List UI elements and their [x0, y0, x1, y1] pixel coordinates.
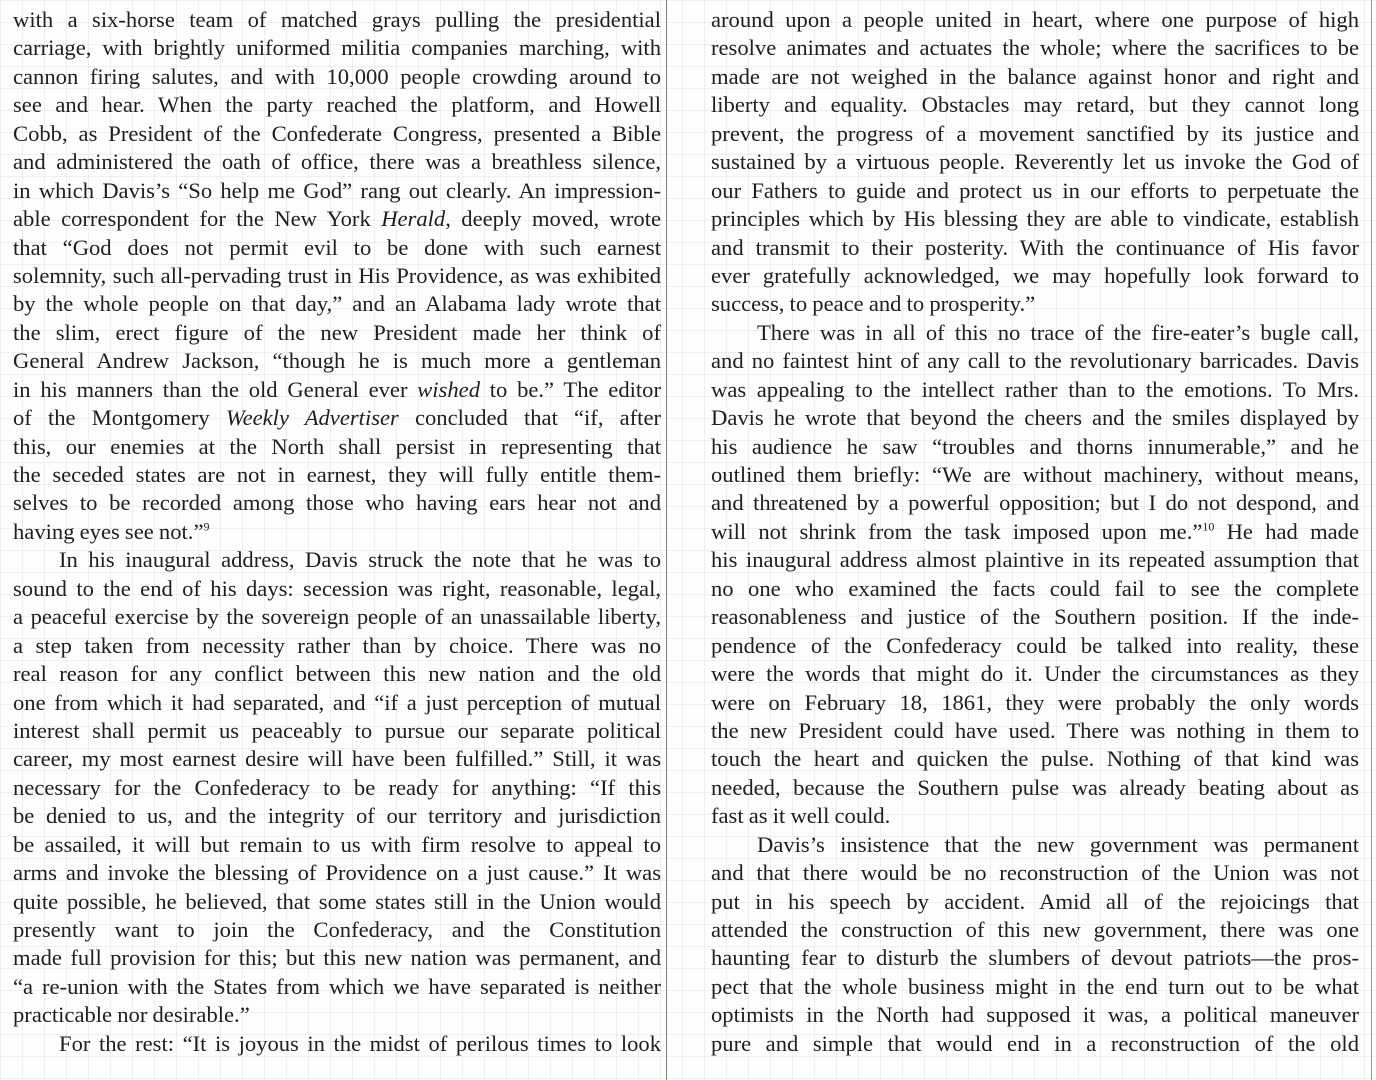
- text-fragment: prevent, the progress of a movement sanctified by its justice and: [711, 120, 1359, 146]
- text-line: [13, 603, 661, 631]
- text-fragment: arms and invoke the blessing of Providence on a just cause.” It was: [13, 860, 661, 886]
- text-line: [13, 1001, 661, 1029]
- text-line: [13, 63, 661, 91]
- text-fragment: For the rest: “It is joyous in the midst of perilous times to look: [59, 1030, 661, 1056]
- text-fragment: our Fathers to guide and protect us in our efforts to perpetuate the: [711, 177, 1359, 203]
- text-line: [13, 234, 661, 262]
- text-line: [13, 205, 661, 233]
- text-line: [13, 575, 661, 603]
- text-line: [711, 745, 1359, 773]
- text-fragment: made are not weighed in the balance against honor and right and: [711, 63, 1359, 89]
- text-line: [711, 319, 1359, 347]
- text-fragment: fast as it well could.: [711, 803, 891, 829]
- text-line: [13, 404, 661, 432]
- text-line: [13, 888, 661, 916]
- page-right-edge-line: [1371, 0, 1372, 1080]
- text-fragment: having eyes see not.”: [13, 518, 204, 544]
- text-fragment: He had made: [1214, 518, 1359, 544]
- text-line: [13, 120, 661, 148]
- text-line: [13, 290, 661, 318]
- italic-text: Herald: [381, 206, 446, 232]
- text-line: [13, 376, 661, 404]
- text-line: [13, 660, 661, 688]
- text-line: [711, 774, 1359, 802]
- text-fragment: see and hear. When the party reached the platform, and Howell: [13, 92, 661, 118]
- text-fragment: real reason for any conflict between this new nation and the old: [13, 661, 661, 687]
- text-line: [13, 973, 661, 1001]
- text-fragment: be denied to us, and the integrity of our territory and jurisdiction: [13, 803, 661, 829]
- text-line: [13, 262, 661, 290]
- text-fragment: his inaugural address almost plaintive in its repeated assumption that: [711, 547, 1359, 573]
- text-line: [711, 262, 1359, 290]
- text-line: [711, 148, 1359, 176]
- text-line: [711, 944, 1359, 972]
- text-fragment: reasonableness and justice of the Southern position. If the inde-: [711, 604, 1359, 630]
- text-line: [13, 34, 661, 62]
- text-line: [13, 717, 661, 745]
- text-fragment: pect that the whole business might in the end turn out to be what: [711, 973, 1359, 999]
- text-line: [711, 63, 1359, 91]
- text-line: [711, 205, 1359, 233]
- text-fragment: the slim, erect figure of the new President made her think of: [13, 319, 661, 345]
- text-line: [711, 632, 1359, 660]
- text-line: [13, 745, 661, 773]
- text-line: [711, 489, 1359, 517]
- text-line: [711, 802, 1359, 830]
- text-line: [13, 632, 661, 660]
- text-fragment: interest shall permit us peaceably to pursue our separate political: [13, 717, 661, 743]
- text-fragment: needed, because the Southern pulse was already beating about as: [711, 774, 1359, 800]
- text-fragment: by the whole people on that day,” and an Alabama lady wrote that: [13, 291, 661, 317]
- text-line: [711, 234, 1359, 262]
- text-fragment: and transmit to their posterity. With the continuance of His favor: [711, 234, 1359, 260]
- text-fragment: practicable nor desirable.”: [13, 1002, 250, 1028]
- text-fragment: was appealing to the intellect rather than to the emotions. To Mrs.: [711, 376, 1359, 402]
- text-line: [13, 461, 661, 489]
- text-fragment: General Andrew Jackson, “though he is much more a gentleman: [13, 348, 661, 374]
- text-fragment: haunting fear to disturb the slumbers of devout patriots—the pros-: [711, 945, 1359, 971]
- text-fragment: cannon firing salutes, and with 10,000 people crowding around to: [13, 63, 661, 89]
- text-fragment: pure and simple that would end in a reconstruction of the old: [711, 1030, 1359, 1056]
- text-fragment: solemnity, such all-pervading trust in His Providence, as was exhibited: [13, 262, 661, 288]
- text-fragment: necessary for the Confederacy to be ready for anything: “If this: [13, 774, 661, 800]
- text-line: [13, 802, 661, 830]
- text-fragment: Davis he wrote that beyond the cheers and the smiles displayed by: [711, 405, 1359, 431]
- text-line: [711, 603, 1359, 631]
- left-page-text-column: [13, 6, 661, 1076]
- text-fragment: career, my most earnest desire will have been fulfilled.” Still, it was: [13, 746, 661, 772]
- text-fragment: concluded that “if, after: [398, 405, 661, 431]
- footnote-reference: 9: [203, 519, 210, 534]
- text-line: [711, 689, 1359, 717]
- text-fragment: ever gratefully acknowledged, we may hopefully look forward to: [711, 262, 1359, 288]
- text-line: [711, 973, 1359, 1001]
- text-line: [711, 1001, 1359, 1029]
- text-line: [711, 6, 1359, 34]
- text-line: [711, 120, 1359, 148]
- text-fragment: outlined them briefly: “We are without machinery, without means,: [711, 462, 1359, 487]
- text-fragment: optimists in the North had supposed it was, a political maneuver: [711, 1002, 1359, 1028]
- text-fragment: of the Montgomery: [13, 405, 226, 431]
- text-fragment: touch the heart and quicken the pulse. Nothing of that kind was: [711, 746, 1359, 772]
- text-line: [711, 518, 1359, 546]
- text-line: [711, 717, 1359, 745]
- text-line: [711, 888, 1359, 916]
- text-fragment: were the words that might do it. Under the circumstances as they: [711, 661, 1359, 687]
- text-line: [13, 689, 661, 717]
- text-fragment: sustained by a virtuous people. Reverently let us invoke the God of: [711, 149, 1359, 175]
- text-line: [711, 831, 1359, 859]
- text-line: [711, 575, 1359, 603]
- text-fragment: and administered the oath of office, there was a breathless silence,: [13, 149, 661, 175]
- text-line: [13, 91, 661, 119]
- text-fragment: the seceded states are not in earnest, they will fully entitle them-: [13, 462, 661, 487]
- text-fragment: able correspondent for the New York: [13, 206, 382, 232]
- text-line: [13, 6, 661, 34]
- text-fragment: success, to peace and to prosperity.”: [711, 291, 1036, 317]
- text-line: [711, 546, 1359, 574]
- text-fragment: in his manners than the old General ever: [13, 376, 418, 402]
- text-line: [13, 489, 661, 517]
- text-fragment: There was in all of this no trace of the fire-eater’s bugle call,: [757, 319, 1359, 345]
- text-fragment: , deeply moved, wrote: [445, 206, 661, 232]
- text-fragment: and that there would be no reconstruction of the Union was not: [711, 860, 1359, 886]
- text-fragment: his audience he saw “troubles and thorns innumerable,” and he: [711, 433, 1359, 459]
- text-fragment: no one who examined the facts could fail to see the complete: [711, 575, 1359, 601]
- text-fragment: liberty and equality. Obstacles may retard, but they cannot long: [711, 92, 1359, 118]
- text-fragment: be assailed, it will but remain to us with firm resolve to appeal to: [13, 831, 661, 857]
- text-line: [13, 546, 661, 574]
- text-fragment: to be.” The editor: [480, 376, 661, 402]
- text-fragment: resolve animates and actuates the whole; where the sacrifices to be: [711, 35, 1359, 61]
- text-fragment: Davis’s insistence that the new government was permanent: [757, 831, 1359, 857]
- text-line: [711, 177, 1359, 205]
- text-fragment: principles which by His blessing they are able to vindicate, establish: [711, 206, 1359, 232]
- text-fragment: pendence of the Confederacy could be talked into reality, these: [711, 632, 1359, 658]
- text-fragment: this, our enemies at the North shall persist in representing that: [13, 433, 661, 459]
- text-line: [711, 1030, 1359, 1058]
- text-fragment: sound to the end of his days: secession was right, reasonable, legal,: [13, 575, 661, 601]
- text-line: [13, 916, 661, 944]
- text-fragment: around upon a people united in heart, where one purpose of high: [711, 7, 1359, 32]
- text-line: [13, 774, 661, 802]
- text-fragment: selves to be recorded among those who having ears hear not and: [13, 490, 661, 516]
- text-fragment: carriage, with brightly uniformed militia companies marching, with: [13, 35, 661, 61]
- text-fragment: put in his speech by accident. Amid all of the rejoicings that: [711, 888, 1359, 914]
- text-fragment: in which Davis’s “So help me God” rang out clearly. An impression-: [13, 177, 661, 203]
- text-line: [13, 859, 661, 887]
- text-line: [711, 347, 1359, 375]
- right-page-text-column: [711, 6, 1359, 1076]
- text-line: [711, 91, 1359, 119]
- italic-text: wished: [417, 376, 480, 402]
- footnote-reference: 10: [1202, 519, 1215, 534]
- text-line: [13, 518, 661, 546]
- text-line: [711, 376, 1359, 404]
- text-fragment: “a re-union with the States from which we have separated is neither: [13, 973, 661, 999]
- text-fragment: In his inaugural address, Davis struck the note that he was to: [59, 547, 661, 573]
- text-fragment: attended the construction of this new government, there was one: [711, 917, 1359, 942]
- text-fragment: a step taken from necessity rather than by choice. There was no: [13, 632, 661, 658]
- text-line: [13, 433, 661, 461]
- text-fragment: presently want to join the Confederacy, and the Constitution: [13, 917, 661, 942]
- text-fragment: that “God does not permit evil to be done with such earnest: [13, 234, 661, 260]
- text-line: [13, 944, 661, 972]
- text-line: [13, 177, 661, 205]
- text-line: [711, 859, 1359, 887]
- text-line: [13, 1030, 661, 1058]
- text-line: [13, 831, 661, 859]
- text-line: [13, 347, 661, 375]
- page-gutter-line: [666, 0, 667, 1080]
- text-fragment: made full provision for this; but this new nation was permanent, and: [13, 945, 661, 971]
- text-line: [711, 433, 1359, 461]
- text-line: [711, 461, 1359, 489]
- text-line: [13, 148, 661, 176]
- text-line: [711, 290, 1359, 318]
- text-fragment: one from which it had separated, and “if a just perception of mutual: [13, 689, 661, 715]
- text-fragment: and threatened by a powerful opposition; but I do not despond, and: [711, 490, 1359, 516]
- text-fragment: will not shrink from the task imposed upon me.”: [711, 518, 1203, 544]
- text-fragment: a peaceful exercise by the sovereign people of an unassailable liberty,: [13, 604, 661, 630]
- text-line: [711, 916, 1359, 944]
- text-fragment: quite possible, he believed, that some states still in the Union would: [13, 888, 661, 914]
- text-line: [13, 319, 661, 347]
- text-fragment: were on February 18, 1861, they were probably the only words: [711, 689, 1359, 715]
- text-fragment: and no faintest hint of any call to the revolutionary barricades. Davis: [711, 348, 1359, 374]
- italic-text: Weekly Advertiser: [225, 405, 399, 431]
- text-fragment: the new President could have used. There was nothing in them to: [711, 717, 1359, 743]
- text-fragment: with a six-horse team of matched grays pulling the presidential: [13, 7, 661, 32]
- text-line: [711, 404, 1359, 432]
- text-line: [711, 660, 1359, 688]
- text-fragment: Cobb, as President of the Confederate Congress, presented a Bible: [13, 120, 661, 146]
- text-line: [711, 34, 1359, 62]
